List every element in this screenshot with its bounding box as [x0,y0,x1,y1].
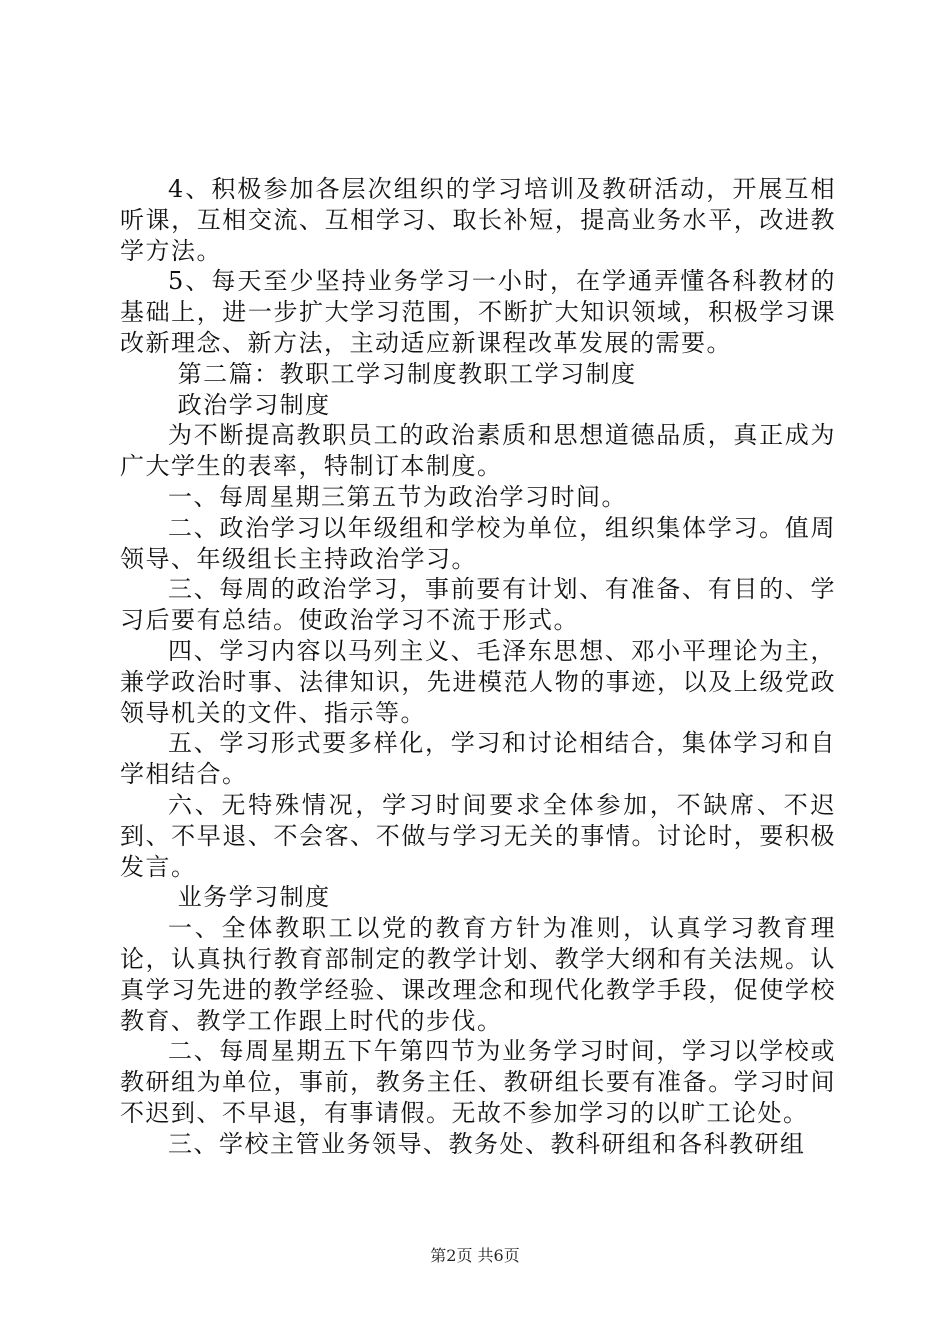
document-body [120,174,836,1160]
paragraph: 三、每周的政治学习，事前要有计划、有准备、有目的、学习后要有总结。使政治学习不流于形式。 [120,575,836,635]
paragraph: 二、每周星期五下午第四节为业务学习时间，学习以学校或教研组为单位，事前，教务主任、教研组长要有准备。学习时间不迟到、不早退，有事请假。无故不参加学习的以旷工论处。 [120,1037,836,1127]
paragraph: 六、无特殊情况，学习时间要求全体参加，不缺席、不迟到、不早退、不会客、不做与学习无关的事情。讨论时，要积极发言。 [120,790,836,881]
page-footer: 第2页 共6页 [430,1246,520,1265]
paragraph: 二、政治学习以年级组和学校为单位，组织集体学习。值周领导、年级组长主持政治学习。 [120,513,836,573]
paragraph: 4、积极参加各层次组织的学习培训及教研活动，开展互相听课，互相交流、互相学习、取长补短，提高业务水平，改进教学方法。 [120,175,836,265]
paragraph: 五、学习形式要多样化，学习和讨论相结合，集体学习和自学相结合。 [120,729,836,789]
paragraph: 为不断提高教职员工的政治素质和思想道德品质，真正成为广大学生的表率，特制订本制度。 [120,421,836,481]
sub-heading: 业务学习制度 [177,883,331,912]
paragraph: 三、学校主管业务领导、教务处、教科研组和各科教研组 [168,1129,806,1158]
section-heading: 第二篇：教职工学习制度教职工学习制度 [177,359,637,388]
paragraph: 5、每天至少坚持业务学习一小时，在学通弄懂各科教材的基础上，进一步扩大学习范围，不断扩大知识领域，积极学习课改新理念、新方法，主动适应新课程改革发展的需要。 [120,267,836,357]
paragraph: 四、学习内容以马列主义、毛泽东思想、邓小平理论为主，兼学政治时事、法律知识，先进模范人物的事迹，以及上级党政领导机关的文件、指示等。 [120,636,836,727]
paragraph: 一、全体教职工以党的教育方针为准则，认真学习教育理论，认真执行教育部制定的教学计划、教学大纲和有关法规。认真学习先进的教学经验、课改理念和现代化教学手段，促使学校教育、教学工作跟上时代的步伐。 [120,914,836,1035]
sub-heading: 政治学习制度 [177,390,331,419]
paragraph: 一、每周星期三第五节为政治学习时间。 [168,482,627,511]
